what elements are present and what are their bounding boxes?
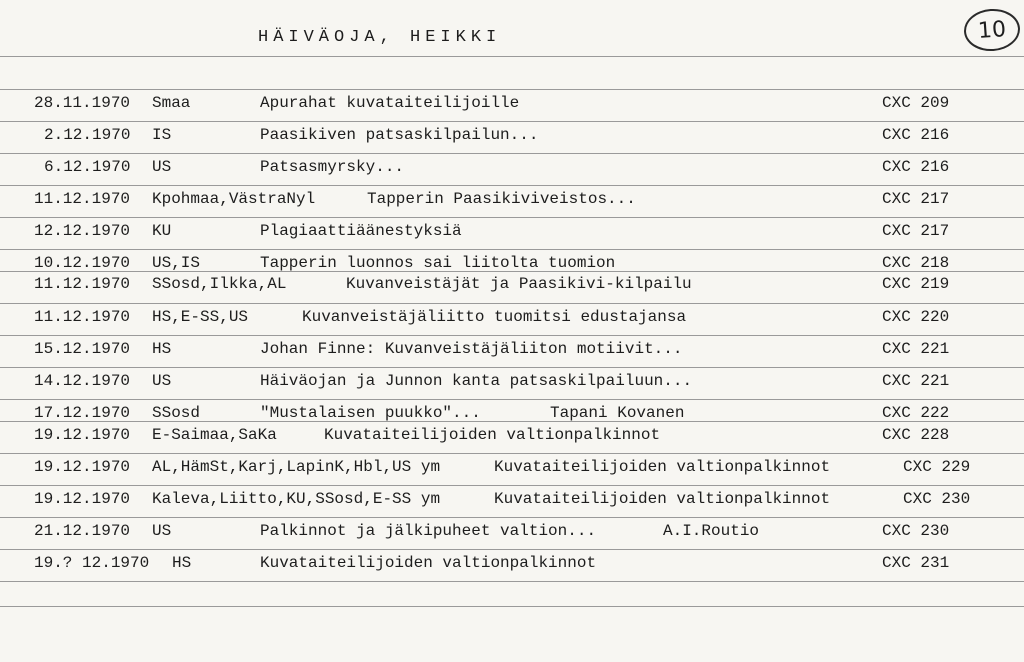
row-rule (0, 367, 1024, 368)
entry-title: "Mustalaisen puukko"... (260, 404, 481, 422)
entry-code: CXC 222 (882, 404, 950, 422)
entry-row (0, 126, 1024, 150)
entry-row (0, 372, 1024, 396)
entry-title: Kuvataiteilijoiden valtionpalkinnot (260, 554, 597, 572)
entry-code: CXC 229 (903, 458, 971, 476)
entry-source: Smaa (152, 94, 191, 112)
entry-code: CXC 228 (882, 426, 950, 444)
entry-title: Kuvataiteilijoiden valtionpalkinnot (324, 426, 661, 444)
entry-source: E-Saimaa,SaKa (152, 426, 277, 444)
row-rule (0, 485, 1024, 486)
entry-date: 6.12.1970 (44, 158, 131, 176)
entry-row (0, 554, 1024, 578)
entry-source: HS (172, 554, 192, 572)
entry-source: SSosd,Ilkka,AL (152, 275, 287, 293)
entry-code: CXC 230 (903, 490, 971, 508)
row-rule (0, 335, 1024, 336)
entry-date: 17.12.1970 (34, 404, 131, 422)
entry-code: CXC 217 (882, 190, 950, 208)
entry-date: 19.12.1970 (34, 490, 131, 508)
card-title: HÄIVÄOJA, HEIKKI (258, 28, 502, 47)
entry-source: US,IS (152, 254, 201, 272)
entry-code: CXC 218 (882, 254, 950, 272)
entry-title: Tapperin luonnos sai liitolta tuomion (260, 254, 616, 272)
entry-row (0, 94, 1024, 118)
entry-date: 15.12.1970 (34, 340, 131, 358)
entry-title: Johan Finne: Kuvanveistäjäliiton motiivit... (260, 340, 683, 358)
entry-date: 28.11.1970 (34, 94, 131, 112)
entry-row (0, 222, 1024, 246)
row-rule (0, 89, 1024, 90)
row-rule (0, 453, 1024, 454)
entry-row (0, 426, 1024, 450)
entry-date: 11.12.1970 (34, 275, 131, 293)
entry-code: CXC 209 (882, 94, 950, 112)
entry-author: A.I.Routio (663, 522, 760, 540)
entry-source: AL,HämSt,Karj,LapinK,Hbl,US ym (152, 458, 441, 476)
entry-row (0, 308, 1024, 332)
row-rule (0, 249, 1024, 250)
entry-date: 14.12.1970 (34, 372, 131, 390)
entry-title: Kuvanveistäjäliitto tuomitsi edustajansa (302, 308, 687, 326)
header-rule (0, 56, 1024, 57)
entry-source: US (152, 158, 172, 176)
entry-code: CXC 216 (882, 126, 950, 144)
entry-row (0, 458, 1024, 482)
entry-row (0, 404, 1024, 428)
row-rule (0, 606, 1024, 607)
row-rule (0, 549, 1024, 550)
entry-date: 2.12.1970 (44, 126, 131, 144)
entry-source: US (152, 522, 172, 540)
entry-code: CXC 216 (882, 158, 950, 176)
entry-title: Paasikiven patsaskilpailun... (260, 126, 539, 144)
entry-title: Patsasmyrsky... (260, 158, 405, 176)
entry-date: 12.12.1970 (34, 222, 131, 240)
entry-source: IS (152, 126, 172, 144)
entry-title: Kuvataiteilijoiden valtionpalkinnot (494, 490, 831, 508)
row-rule (0, 121, 1024, 122)
entry-code: CXC 230 (882, 522, 950, 540)
entry-date: 19.? 12.1970 (34, 554, 150, 572)
entry-code: CXC 221 (882, 340, 950, 358)
entry-code: CXC 220 (882, 308, 950, 326)
entry-date: 10.12.1970 (34, 254, 131, 272)
row-rule (0, 517, 1024, 518)
entry-title: Kuvataiteilijoiden valtionpalkinnot (494, 458, 831, 476)
card-number-circle: 10 (963, 7, 1022, 53)
entry-source: SSosd (152, 404, 201, 422)
entry-code: CXC 219 (882, 275, 950, 293)
row-rule (0, 153, 1024, 154)
entry-code: CXC 217 (882, 222, 950, 240)
entry-row (0, 490, 1024, 514)
row-rule (0, 303, 1024, 304)
row-rule (0, 185, 1024, 186)
entry-source: US (152, 372, 172, 390)
entry-date: 21.12.1970 (34, 522, 131, 540)
entry-code: CXC 221 (882, 372, 950, 390)
entry-date: 11.12.1970 (34, 190, 131, 208)
entry-source: KU (152, 222, 172, 240)
entry-author: Tapani Kovanen (550, 404, 685, 422)
row-rule (0, 581, 1024, 582)
entry-date: 19.12.1970 (34, 458, 131, 476)
entry-title: Apurahat kuvataiteilijoille (260, 94, 520, 112)
entry-row (0, 158, 1024, 182)
entry-source: HS,E-SS,US (152, 308, 249, 326)
entry-row (0, 340, 1024, 364)
row-rule (0, 217, 1024, 218)
entry-source: Kaleva,Liitto,KU,SSosd,E-SS ym (152, 490, 441, 508)
entry-title: Häiväojan ja Junnon kanta patsaskilpailuun... (260, 372, 693, 390)
entry-title: Plagiaattiäänestyksiä (260, 222, 462, 240)
row-rule (0, 399, 1024, 400)
entry-title: Palkinnot ja jälkipuheet valtion... (260, 522, 597, 540)
entry-title: Kuvanveistäjät ja Paasikivi-kilpailu (346, 275, 692, 293)
entry-row (0, 190, 1024, 214)
entry-row (0, 275, 1024, 299)
entry-row (0, 522, 1024, 546)
entry-title: Tapperin Paasikiviveistos... (367, 190, 636, 208)
entry-source: HS (152, 340, 172, 358)
entry-date: 19.12.1970 (34, 426, 131, 444)
entry-source: Kpohmaa,VästraNyl (152, 190, 316, 208)
entry-date: 11.12.1970 (34, 308, 131, 326)
entry-code: CXC 231 (882, 554, 950, 572)
